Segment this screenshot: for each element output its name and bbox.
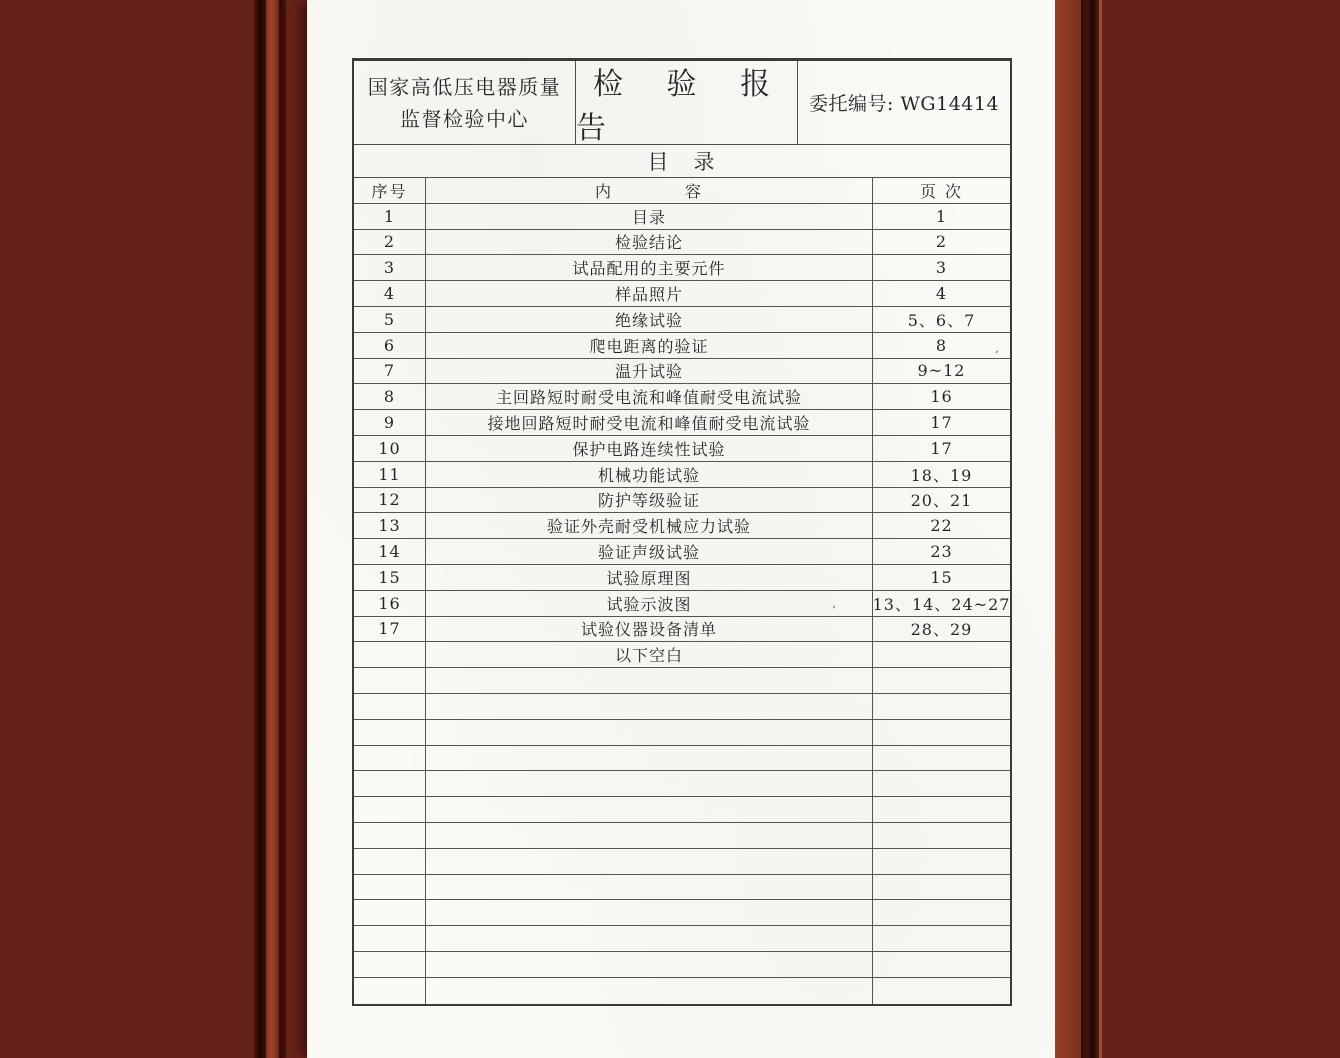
toc-table xyxy=(352,58,1012,1006)
empty-cell xyxy=(873,823,1010,848)
toc-row xyxy=(354,513,1010,539)
empty-cell xyxy=(873,746,1010,771)
toc-row xyxy=(354,230,1010,256)
toc-empty-row xyxy=(354,746,1010,772)
toc-empty-row xyxy=(354,849,1010,875)
empty-cell xyxy=(426,694,873,719)
toc-row xyxy=(354,591,1010,617)
empty-cell xyxy=(354,668,426,693)
empty-cell xyxy=(426,978,873,1004)
toc-row-index: 1 xyxy=(354,204,426,229)
toc-row-content: 爬电距离的验证 xyxy=(426,333,873,358)
empty-cell xyxy=(426,900,873,925)
toc-row-content: 接地回路短时耐受电流和峰值耐受电流试验 xyxy=(426,410,873,435)
empty-rows-section xyxy=(354,668,1010,1003)
empty-cell xyxy=(426,849,873,874)
toc-row-index xyxy=(354,642,426,667)
empty-cell xyxy=(873,900,1010,925)
empty-cell xyxy=(426,926,873,951)
empty-cell xyxy=(873,849,1010,874)
empty-cell xyxy=(354,720,426,745)
toc-row-index: 14 xyxy=(354,539,426,564)
empty-cell xyxy=(873,952,1010,977)
toc-row-index: 3 xyxy=(354,255,426,280)
toc-row-page: 18、19 xyxy=(910,465,973,485)
toc-row-page: 2 xyxy=(935,232,948,252)
empty-cell xyxy=(354,875,426,900)
org-name-cell xyxy=(354,61,576,144)
toc-row-index: 12 xyxy=(354,488,426,513)
toc-row-content: 样品照片 xyxy=(426,281,873,306)
empty-cell xyxy=(873,875,1010,900)
toc-section-title: 目 录 xyxy=(354,145,1010,178)
toc-row-page: 17 xyxy=(930,413,953,433)
toc-row-page: 3 xyxy=(935,258,948,278)
toc-row-content: 试验仪器设备清单 xyxy=(426,617,873,642)
toc-row xyxy=(354,617,1010,643)
toc-row-page: 17 xyxy=(930,438,953,458)
report-title: 检 验 报 告 xyxy=(576,61,798,144)
toc-row xyxy=(354,281,1010,307)
scan-speck: ʹ xyxy=(991,348,1000,364)
toc-row-page xyxy=(873,642,1010,667)
toc-row-page: 23 xyxy=(930,542,953,562)
toc-empty-row xyxy=(354,771,1010,797)
toc-row-page: 16 xyxy=(930,387,953,407)
empty-cell xyxy=(873,694,1010,719)
toc-row-index: 7 xyxy=(354,359,426,384)
empty-cell xyxy=(354,771,426,796)
toc-row-content: 以下空白 xyxy=(426,642,873,667)
toc-row xyxy=(354,359,1010,385)
toc-row-index: 11 xyxy=(354,462,426,487)
empty-cell xyxy=(873,978,1010,1004)
document-page xyxy=(307,0,1055,1058)
toc-row-content: 验证声级试验 xyxy=(426,539,873,564)
empty-cell xyxy=(354,849,426,874)
empty-cell xyxy=(426,746,873,771)
toc-row-content: 试验原理图 xyxy=(426,565,873,590)
toc-row-index: 4 xyxy=(354,281,426,306)
toc-row-content: 温升试验 xyxy=(426,359,873,384)
report-header-row xyxy=(354,61,1010,145)
toc-row xyxy=(354,333,1010,359)
org-name-line2: 监督检验中心 xyxy=(400,106,529,131)
toc-row-page: 15 xyxy=(930,567,953,587)
empty-cell xyxy=(426,952,873,977)
toc-row xyxy=(354,436,1010,462)
toc-row-page: 9~12 xyxy=(917,361,966,381)
toc-row-content: 验证外壳耐受机械应力试验 xyxy=(426,513,873,538)
toc-row-content: 目录 xyxy=(426,204,873,229)
org-name-line1: 国家高低压电器质量 xyxy=(367,74,562,99)
empty-cell xyxy=(426,720,873,745)
toc-row xyxy=(354,255,1010,281)
toc-row xyxy=(354,462,1010,488)
empty-cell xyxy=(873,668,1010,693)
toc-column-header-row xyxy=(354,178,1010,204)
toc-empty-row xyxy=(354,720,1010,746)
toc-row-content: 试验示波图 xyxy=(426,591,873,616)
toc-row xyxy=(354,307,1010,333)
toc-row-content: 主回路短时耐受电流和峰值耐受电流试验 xyxy=(426,384,873,409)
toc-row-index: 9 xyxy=(354,410,426,435)
frame-right-highlight xyxy=(1099,0,1102,1058)
empty-cell xyxy=(426,668,873,693)
toc-row-page: 5、6、7 xyxy=(907,310,976,330)
toc-row-index: 6 xyxy=(354,333,426,358)
frame-right-band xyxy=(1055,0,1081,1058)
frame-right-groove xyxy=(1081,0,1099,1058)
toc-row-index: 8 xyxy=(354,384,426,409)
toc-row-index: 15 xyxy=(354,565,426,590)
toc-empty-row xyxy=(354,875,1010,901)
empty-cell xyxy=(873,926,1010,951)
toc-row xyxy=(354,565,1010,591)
empty-cell xyxy=(426,823,873,848)
empty-cell xyxy=(354,823,426,848)
empty-cell xyxy=(426,771,873,796)
toc-row-content: 试品配用的主要元件 xyxy=(426,255,873,280)
frame-left-groove xyxy=(254,0,266,1058)
toc-row-content: 检验结论 xyxy=(426,230,873,255)
toc-row-index: 2 xyxy=(354,230,426,255)
commission-number: 委托编号: WG14414 xyxy=(808,93,1000,115)
toc-row xyxy=(354,384,1010,410)
empty-cell xyxy=(426,875,873,900)
toc-row xyxy=(354,410,1010,436)
toc-row xyxy=(354,539,1010,565)
toc-row-content: 防护等级验证 xyxy=(426,488,873,513)
toc-row-index: 17 xyxy=(354,617,426,642)
empty-cell xyxy=(426,797,873,822)
column-header-index: 序号 xyxy=(354,178,426,203)
empty-cell xyxy=(873,797,1010,822)
toc-empty-row xyxy=(354,797,1010,823)
toc-row-page: 4 xyxy=(935,284,948,304)
empty-cell xyxy=(354,978,426,1004)
empty-cell xyxy=(873,771,1010,796)
toc-row-content: 保护电路连续性试验 xyxy=(426,436,873,461)
toc-row-page: 22 xyxy=(930,516,953,536)
empty-cell xyxy=(354,926,426,951)
toc-row-page: 28、29 xyxy=(910,620,973,640)
toc-empty-row xyxy=(354,668,1010,694)
toc-row-page: 1 xyxy=(935,206,948,226)
toc-row-index: 5 xyxy=(354,307,426,332)
toc-row-content: 绝缘试验 xyxy=(426,307,873,332)
empty-cell xyxy=(354,900,426,925)
empty-cell xyxy=(354,694,426,719)
toc-empty-row xyxy=(354,978,1010,1004)
empty-cell xyxy=(354,746,426,771)
column-header-content: 内 容 xyxy=(426,178,873,203)
empty-cell xyxy=(873,720,1010,745)
toc-row-page: 8 xyxy=(935,335,948,355)
toc-empty-row xyxy=(354,926,1010,952)
toc-row-index: 10 xyxy=(354,436,426,461)
toc-row xyxy=(354,204,1010,230)
toc-row-index: 13 xyxy=(354,513,426,538)
toc-empty-row xyxy=(354,900,1010,926)
toc-row-content: 机械功能试验 xyxy=(426,462,873,487)
empty-cell xyxy=(354,952,426,977)
toc-empty-row xyxy=(354,823,1010,849)
toc-row-page: 20、21 xyxy=(910,491,973,511)
toc-row-blank-label xyxy=(354,642,1010,668)
frame-left-band xyxy=(266,0,279,1058)
frame-left-inner-groove xyxy=(279,0,286,1058)
toc-row-index: 16 xyxy=(354,591,426,616)
toc-empty-row xyxy=(354,952,1010,978)
toc-row xyxy=(354,488,1010,514)
empty-cell xyxy=(354,797,426,822)
toc-row-page: 13、14、24~27 xyxy=(872,594,1011,614)
scan-speck: ʹ xyxy=(828,603,837,619)
toc-empty-row xyxy=(354,694,1010,720)
column-header-page: 页 次 xyxy=(919,181,964,201)
